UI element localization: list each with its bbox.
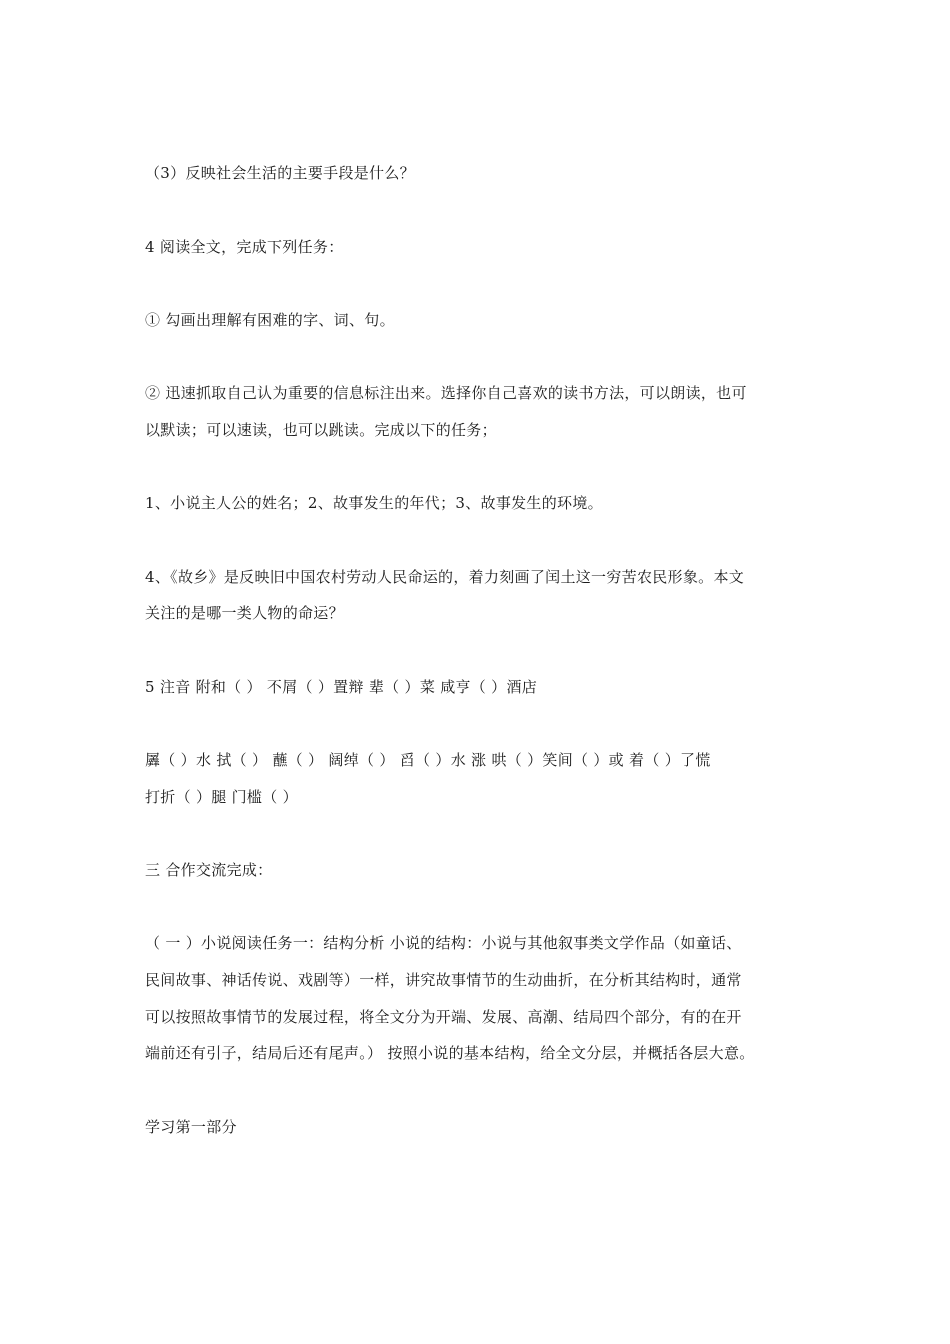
pinyin-task-line-1: 5 注音 附和（ ） 不屑（ ）置辩 辈（ ）菜 咸亨（ ）酒店 (145, 678, 538, 696)
task-item-2-line-2: 以默读；可以速读，也可以跳读。完成以下的任务； (145, 421, 497, 439)
task-4-line-1: 4、《故乡》是反映旧中国农村劳动人民命运的，着力刻画了闰土这一穷苦农民形象。本文 (145, 568, 745, 586)
pinyin-task-line-2: 羼（ ）水 拭（ ） 蘸（ ） 阔绰（ ） 舀（ ）水 涨 哄（ ）笑间（ ）或 着（ ）了慌 (145, 751, 711, 769)
task-item-1: ① 勾画出理解有困难的字、词、句。 (145, 311, 395, 329)
section-three-heading: 三 合作交流完成： (145, 861, 273, 879)
study-part-one-heading: 学习第一部分 (145, 1118, 237, 1136)
structure-paragraph-line-1: （ 一 ）小说阅读任务一：结构分析 小说的结构：小说与其他叙事类文学作品（如童话、 (145, 934, 742, 952)
task-4-heading: 4 阅读全文，完成下列任务： (145, 238, 344, 256)
task-4-line-2: 关注的是哪一类人物的命运？ (145, 604, 344, 622)
structure-paragraph-line-2: 民间故事、神话传说、戏剧等）一样，讲究故事情节的生动曲折，在分析其结构时，通常 (145, 971, 742, 989)
task-list-line: 1、小说主人公的姓名；2、故事发生的年代；3、故事发生的环境。 (145, 494, 603, 512)
pinyin-task-line-3: 打折（ ）腿 门槛（ ） (145, 788, 298, 806)
question-3-line: （3）反映社会生活的主要手段是什么？ (145, 164, 415, 182)
structure-paragraph-line-4: 端前还有引子，结局后还有尾声。） 按照小说的基本结构，给全文分层，并概括各层大意。 (145, 1044, 755, 1062)
task-item-2-line-1: ② 迅速抓取自己认为重要的信息标注出来。选择你自己喜欢的读书方法，可以朗读，也可 (145, 384, 747, 402)
structure-paragraph-line-3: 可以按照故事情节的发展过程，将全文分为开端、发展、高潮、结局四个部分，有的在开 (145, 1008, 742, 1026)
